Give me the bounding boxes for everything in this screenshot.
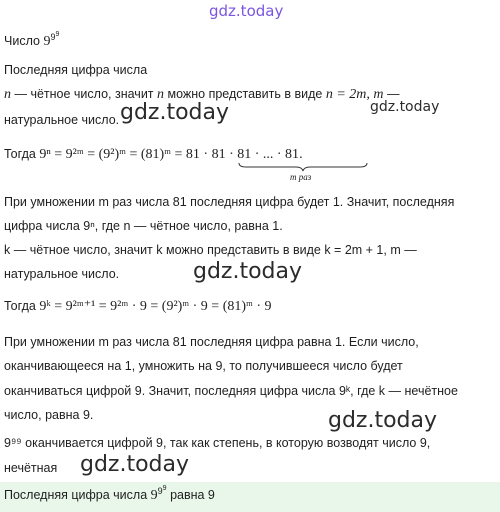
watermark-3: gdz.today <box>120 100 230 125</box>
section-label: Последняя цифра числа <box>4 63 148 77</box>
answer-base: 9 <box>150 488 158 503</box>
watermark-top: gdz.today <box>209 2 284 20</box>
watermark-2: gdz.today <box>370 99 440 115</box>
solution-line-12: число, равна 9. <box>4 408 94 422</box>
watermark-6: gdz.today <box>80 452 190 477</box>
problem-title <box>4 30 60 50</box>
solution-line-6: k — чётное число, значит k можно представить в виде k = 2m + 1, m — <box>4 243 417 257</box>
answer-box <box>0 482 500 512</box>
solution-line-11: оканчиваться цифрой 9. Значит, последняя цифра числа 9ᵏ, где k — нечётное <box>4 384 458 398</box>
watermark-5: gdz.today <box>328 408 438 433</box>
solution-line-7: натуральное число. <box>4 267 120 281</box>
solution-line-10: оканчивающееся на 1, умножить на 9, то получившееся число будет <box>4 359 403 373</box>
solution-line-13: 9⁹⁹ оканчивается цифрой 9, так как степень, в которую возводят число 9, <box>4 436 431 450</box>
solution-line-1: n — чётное число, значит n можно представить в виде n = 2m, m — <box>4 87 400 102</box>
solution-line-8: Тогда 9ᵏ = 9²ᵐ⁺¹ = 9²ᵐ · 9 = (9²)ᵐ · 9 = (81)ᵐ · 9 <box>4 299 272 314</box>
underbrace-label: m раз <box>290 172 312 182</box>
answer-text: Последняя цифра числа <box>4 488 148 502</box>
answer-tail: равна 9 <box>170 488 215 502</box>
solution-line-3: Тогда 9ⁿ = 9²ᵐ = (9²)ᵐ = (81)ᵐ = 81 · 81 · 81 · ... · 81. <box>4 147 303 162</box>
answer-exp: 99 <box>157 484 167 496</box>
solution-line-4: При умножении m раз числа 81 последняя цифра будет 1. Значит, последняя <box>4 195 455 209</box>
solution-line-14: нечётная <box>4 461 58 475</box>
solution-line-9: При умножении m раз числа 81 последняя цифра равна 1. Если число, <box>4 335 419 349</box>
watermark-4: gdz.today <box>193 259 303 284</box>
problem-title-exp: 99 <box>50 30 60 42</box>
underbrace <box>238 162 368 172</box>
problem-title-prefix: Число <box>4 34 40 48</box>
underbraced-product: 81 · 81 · 81 · ... · 81 <box>185 147 300 162</box>
solution-line-2: натуральное число. <box>4 113 120 127</box>
problem-title-base: 9 <box>43 34 51 49</box>
solution-line-5: цифра числа 9ⁿ, где n — чётное число, равна 1. <box>4 219 283 233</box>
